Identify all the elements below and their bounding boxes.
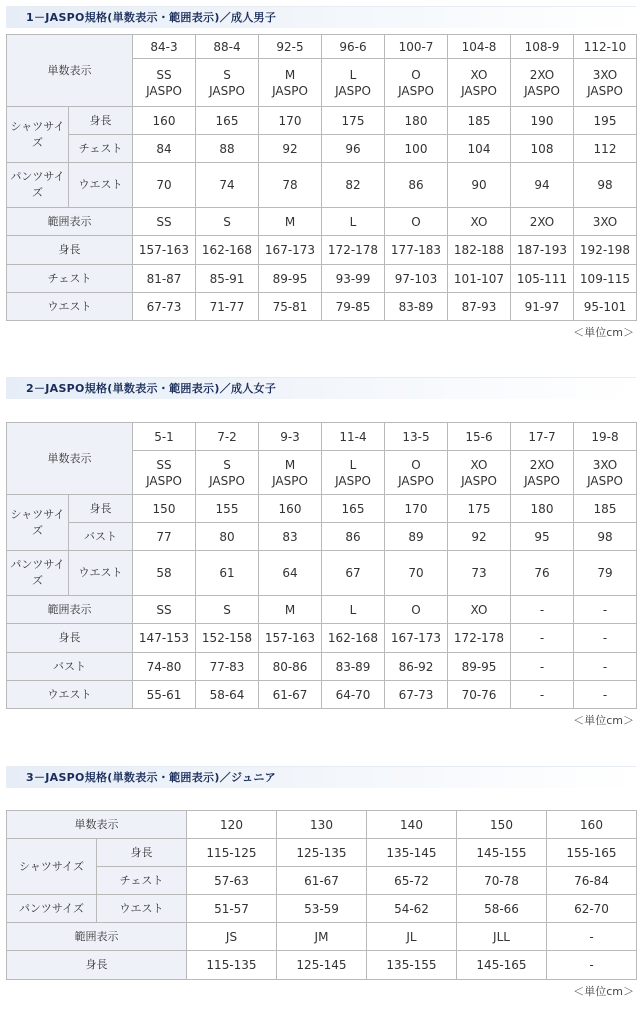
code-cell: 5-1 xyxy=(133,423,196,451)
range-chest-label: チェスト xyxy=(7,265,133,293)
pants-size-label: パンツサイズ xyxy=(7,895,97,923)
range-cell: M xyxy=(259,596,322,624)
range-cell: L xyxy=(322,208,385,236)
value-cell: 79 xyxy=(574,551,637,596)
range-cell: 70-76 xyxy=(448,681,511,709)
value-cell: 150 xyxy=(133,495,196,523)
range-cell: 75-81 xyxy=(259,293,322,321)
range-cell: XO xyxy=(448,208,511,236)
range-height-row xyxy=(7,951,637,980)
unit-note: ＜単位cm＞ xyxy=(573,326,634,339)
value-cell: 62-70 xyxy=(547,895,637,923)
range-cell: SS xyxy=(133,596,196,624)
range-cell: 187-193 xyxy=(511,236,574,265)
range-cell: 80-86 xyxy=(259,653,322,681)
range-height-row xyxy=(7,236,637,265)
range-waist-row xyxy=(7,681,637,709)
size-cell: S JASPO xyxy=(196,59,259,107)
value-cell: 80 xyxy=(196,523,259,551)
range-waist-label: ウエスト xyxy=(7,293,133,321)
value-cell: 135-145 xyxy=(367,839,457,867)
code-cell: 19-8 xyxy=(574,423,637,451)
value-cell: 165 xyxy=(196,107,259,135)
range-cell: 3XO xyxy=(574,208,637,236)
range-cell: 61-67 xyxy=(259,681,322,709)
value-cell: 58-66 xyxy=(457,895,547,923)
code-cell: 17-7 xyxy=(511,423,574,451)
code-row xyxy=(7,423,637,451)
size-cell: SS JASPO xyxy=(133,59,196,107)
shirt-size-label: シャツサイ ズ xyxy=(7,495,69,551)
value-cell: 67 xyxy=(322,551,385,596)
range-cell: 101-107 xyxy=(448,265,511,293)
value-cell: 90 xyxy=(448,163,511,208)
range-cell: M xyxy=(259,208,322,236)
range-cell: 95-101 xyxy=(574,293,637,321)
unit-note: ＜単位cm＞ xyxy=(573,714,634,727)
range-cell: L xyxy=(322,596,385,624)
value-cell: 180 xyxy=(385,107,448,135)
value-cell: 108 xyxy=(511,135,574,163)
code-cell: 150 xyxy=(457,811,547,839)
range-cell: - xyxy=(547,951,637,980)
range-cell: 167-173 xyxy=(385,624,448,653)
range-height-label: 身長 xyxy=(7,951,187,980)
range-cell: 85-91 xyxy=(196,265,259,293)
range-cell: 79-85 xyxy=(322,293,385,321)
range-cell: 81-87 xyxy=(133,265,196,293)
chest-label: チェスト xyxy=(69,135,133,163)
section-title: 3－JASPO規格(単数表示・範囲表示)／ジュニア xyxy=(6,766,636,788)
range-cell: 74-80 xyxy=(133,653,196,681)
range-cell: JS xyxy=(187,923,277,951)
range-cell: 64-70 xyxy=(322,681,385,709)
value-cell: 155 xyxy=(196,495,259,523)
value-cell: 58 xyxy=(133,551,196,596)
range-waist-label: ウエスト xyxy=(7,681,133,709)
size-cell: O JASPO xyxy=(385,59,448,107)
chest-row xyxy=(7,867,637,895)
range-chest-row xyxy=(7,265,637,293)
range-cell: 89-95 xyxy=(259,265,322,293)
value-cell: 94 xyxy=(511,163,574,208)
range-cell: 145-165 xyxy=(457,951,547,980)
range-cell: 162-168 xyxy=(196,236,259,265)
waist-row xyxy=(7,163,637,208)
range-label: 範囲表示 xyxy=(7,596,133,624)
range-waist-row xyxy=(7,293,637,321)
range-cell: 109-115 xyxy=(574,265,637,293)
height-row xyxy=(7,495,637,523)
range-cell: 135-155 xyxy=(367,951,457,980)
size-cell: 2XO JASPO xyxy=(511,451,574,495)
range-cell: 172-178 xyxy=(322,236,385,265)
size-cell: SS JASPO xyxy=(133,451,196,495)
range-cell: O xyxy=(385,596,448,624)
range-bust-label: バスト xyxy=(7,653,133,681)
range-label: 範囲表示 xyxy=(7,923,187,951)
value-cell: 195 xyxy=(574,107,637,135)
range-label: 範囲表示 xyxy=(7,208,133,236)
chest-row xyxy=(7,135,637,163)
range-cell: 115-135 xyxy=(187,951,277,980)
range-cell: 83-89 xyxy=(385,293,448,321)
value-cell: 160 xyxy=(133,107,196,135)
range-cell: SS xyxy=(133,208,196,236)
value-cell: 84 xyxy=(133,135,196,163)
range-cell: 182-188 xyxy=(448,236,511,265)
range-cell: 87-93 xyxy=(448,293,511,321)
range-cell: - xyxy=(511,624,574,653)
height-row xyxy=(7,839,637,867)
size-cell: 2XO JASPO xyxy=(511,59,574,107)
chest-label: チェスト xyxy=(97,867,187,895)
range-cell: O xyxy=(385,208,448,236)
range-cell: 67-73 xyxy=(133,293,196,321)
range-cell: JL xyxy=(367,923,457,951)
value-cell: 98 xyxy=(574,523,637,551)
waist-label: ウエスト xyxy=(97,895,187,923)
waist-row xyxy=(7,895,637,923)
range-cell: - xyxy=(574,596,637,624)
waist-row xyxy=(7,551,637,596)
value-cell: 64 xyxy=(259,551,322,596)
value-cell: 160 xyxy=(259,495,322,523)
value-cell: 76-84 xyxy=(547,867,637,895)
value-cell: 61 xyxy=(196,551,259,596)
waist-label: ウエスト xyxy=(69,163,133,208)
range-cell: 86-92 xyxy=(385,653,448,681)
height-row xyxy=(7,107,637,135)
range-cell: 162-168 xyxy=(322,624,385,653)
value-cell: 83 xyxy=(259,523,322,551)
range-cell: 89-95 xyxy=(448,653,511,681)
value-cell: 54-62 xyxy=(367,895,457,923)
size-cell: 3XO JASPO xyxy=(574,451,637,495)
range-cell: 152-158 xyxy=(196,624,259,653)
code-cell: 84-3 xyxy=(133,35,196,59)
range-cell: 91-97 xyxy=(511,293,574,321)
code-cell: 92-5 xyxy=(259,35,322,59)
height-label: 身長 xyxy=(69,495,133,523)
value-cell: 70 xyxy=(133,163,196,208)
value-cell: 70 xyxy=(385,551,448,596)
range-cell: 67-73 xyxy=(385,681,448,709)
single-label: 単数表示 xyxy=(7,811,187,839)
range-bust-row xyxy=(7,653,637,681)
range-cell: 58-64 xyxy=(196,681,259,709)
code-row xyxy=(7,35,637,59)
value-cell: 88 xyxy=(196,135,259,163)
range-cell: 125-145 xyxy=(277,951,367,980)
value-cell: 185 xyxy=(574,495,637,523)
range-height-label: 身長 xyxy=(7,624,133,653)
value-cell: 112 xyxy=(574,135,637,163)
code-cell: 13-5 xyxy=(385,423,448,451)
range-size-row xyxy=(7,208,637,236)
size-cell: O JASPO xyxy=(385,451,448,495)
value-cell: 86 xyxy=(385,163,448,208)
range-cell: 172-178 xyxy=(448,624,511,653)
value-cell: 115-125 xyxy=(187,839,277,867)
range-cell: 147-153 xyxy=(133,624,196,653)
range-cell: S xyxy=(196,596,259,624)
range-cell: JLL xyxy=(457,923,547,951)
range-cell: 83-89 xyxy=(322,653,385,681)
single-label: 単数表示 xyxy=(7,423,133,495)
value-cell: 170 xyxy=(385,495,448,523)
value-cell: 57-63 xyxy=(187,867,277,895)
size-cell: 3XO JASPO xyxy=(574,59,637,107)
range-cell: 192-198 xyxy=(574,236,637,265)
value-cell: 100 xyxy=(385,135,448,163)
unit-note: ＜単位cm＞ xyxy=(573,985,634,998)
range-height-label: 身長 xyxy=(7,236,133,265)
size-cell: S JASPO xyxy=(196,451,259,495)
code-cell: 140 xyxy=(367,811,457,839)
code-cell: 11-4 xyxy=(322,423,385,451)
range-cell: 157-163 xyxy=(259,624,322,653)
value-cell: 76 xyxy=(511,551,574,596)
size-cell: XO JASPO xyxy=(448,59,511,107)
size-table-women xyxy=(6,422,637,709)
height-label: 身長 xyxy=(97,839,187,867)
bust-label: バスト xyxy=(69,523,133,551)
range-cell: - xyxy=(574,681,637,709)
code-cell: 104-8 xyxy=(448,35,511,59)
range-cell: - xyxy=(574,624,637,653)
range-cell: - xyxy=(511,681,574,709)
value-cell: 53-59 xyxy=(277,895,367,923)
value-cell: 104 xyxy=(448,135,511,163)
size-cell: L JASPO xyxy=(322,451,385,495)
value-cell: 170 xyxy=(259,107,322,135)
height-label: 身長 xyxy=(69,107,133,135)
value-cell: 185 xyxy=(448,107,511,135)
value-cell: 175 xyxy=(448,495,511,523)
range-height-row xyxy=(7,624,637,653)
range-cell: - xyxy=(574,653,637,681)
pants-size-label: パンツサイ ズ xyxy=(7,551,69,596)
code-cell: 130 xyxy=(277,811,367,839)
single-label: 単数表示 xyxy=(7,35,133,107)
size-cell: M JASPO xyxy=(259,59,322,107)
range-cell: 2XO xyxy=(511,208,574,236)
code-cell: 96-6 xyxy=(322,35,385,59)
code-row xyxy=(7,811,637,839)
value-cell: 73 xyxy=(448,551,511,596)
range-cell: 177-183 xyxy=(385,236,448,265)
range-cell: 77-83 xyxy=(196,653,259,681)
pants-size-label: パンツサイ ズ xyxy=(7,163,69,208)
code-cell: 7-2 xyxy=(196,423,259,451)
code-cell: 160 xyxy=(547,811,637,839)
value-cell: 96 xyxy=(322,135,385,163)
shirt-size-label: シャツサイ ズ xyxy=(7,107,69,163)
size-table-men xyxy=(6,34,637,321)
value-cell: 180 xyxy=(511,495,574,523)
code-cell: 108-9 xyxy=(511,35,574,59)
value-cell: 89 xyxy=(385,523,448,551)
range-cell: 167-173 xyxy=(259,236,322,265)
range-cell: 71-77 xyxy=(196,293,259,321)
shirt-size-label: シャツサイズ xyxy=(7,839,97,895)
code-cell: 88-4 xyxy=(196,35,259,59)
range-cell: 105-111 xyxy=(511,265,574,293)
value-cell: 74 xyxy=(196,163,259,208)
value-cell: 95 xyxy=(511,523,574,551)
range-cell: 157-163 xyxy=(133,236,196,265)
range-cell: - xyxy=(547,923,637,951)
size-cell: L JASPO xyxy=(322,59,385,107)
value-cell: 145-155 xyxy=(457,839,547,867)
range-size-row xyxy=(7,596,637,624)
waist-label: ウエスト xyxy=(69,551,133,596)
range-cell: 97-103 xyxy=(385,265,448,293)
code-cell: 9-3 xyxy=(259,423,322,451)
code-cell: 120 xyxy=(187,811,277,839)
range-cell: S xyxy=(196,208,259,236)
value-cell: 125-135 xyxy=(277,839,367,867)
range-cell: 93-99 xyxy=(322,265,385,293)
size-table-junior xyxy=(6,810,637,980)
code-cell: 15-6 xyxy=(448,423,511,451)
value-cell: 65-72 xyxy=(367,867,457,895)
value-cell: 86 xyxy=(322,523,385,551)
value-cell: 155-165 xyxy=(547,839,637,867)
section-title: 1－JASPO規格(単数表示・範囲表示)／成人男子 xyxy=(6,6,636,28)
value-cell: 70-78 xyxy=(457,867,547,895)
code-cell: 112-10 xyxy=(574,35,637,59)
range-cell: XO xyxy=(448,596,511,624)
size-cell: M JASPO xyxy=(259,451,322,495)
code-cell: 100-7 xyxy=(385,35,448,59)
value-cell: 190 xyxy=(511,107,574,135)
range-cell: - xyxy=(511,596,574,624)
value-cell: 98 xyxy=(574,163,637,208)
value-cell: 82 xyxy=(322,163,385,208)
range-cell: JM xyxy=(277,923,367,951)
range-cell: 55-61 xyxy=(133,681,196,709)
section-title: 2－JASPO規格(単数表示・範囲表示)／成人女子 xyxy=(6,377,636,399)
value-cell: 61-67 xyxy=(277,867,367,895)
size-cell: XO JASPO xyxy=(448,451,511,495)
value-cell: 92 xyxy=(448,523,511,551)
value-cell: 165 xyxy=(322,495,385,523)
value-cell: 77 xyxy=(133,523,196,551)
value-cell: 78 xyxy=(259,163,322,208)
value-cell: 175 xyxy=(322,107,385,135)
value-cell: 51-57 xyxy=(187,895,277,923)
range-cell: - xyxy=(511,653,574,681)
value-cell: 92 xyxy=(259,135,322,163)
range-size-row xyxy=(7,923,637,951)
bust-row xyxy=(7,523,637,551)
